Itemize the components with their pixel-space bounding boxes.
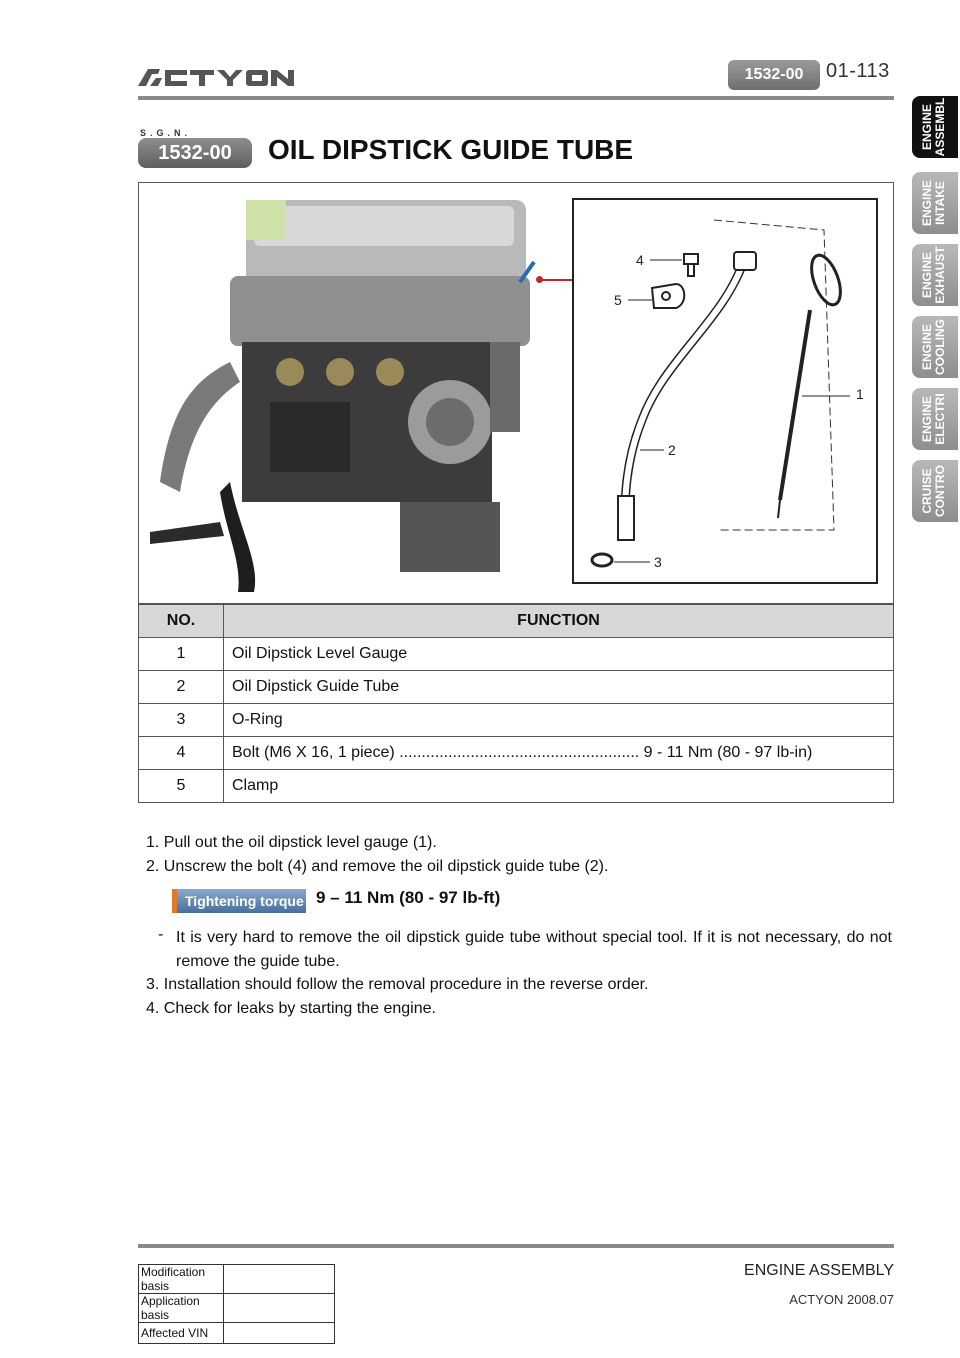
row-function: O-Ring bbox=[224, 704, 894, 737]
part-number-3: 3 bbox=[654, 554, 662, 570]
mod-label: Application basis bbox=[139, 1294, 224, 1323]
row-no: 5 bbox=[139, 770, 224, 803]
sgn-label: S.G.N. bbox=[140, 128, 192, 138]
actyon-logo bbox=[138, 66, 294, 88]
note-bullet: - bbox=[158, 926, 164, 943]
part-number-1: 1 bbox=[856, 386, 864, 402]
side-tab-engine-exhaust[interactable]: ENGINE EXHAUST bbox=[912, 244, 958, 306]
row-no: 3 bbox=[139, 704, 224, 737]
part-number-5: 5 bbox=[614, 292, 622, 308]
table-row bbox=[139, 1265, 335, 1294]
table-row bbox=[139, 737, 894, 770]
mod-value bbox=[224, 1294, 335, 1323]
row-function: Oil Dipstick Level Gauge bbox=[224, 638, 894, 671]
torque-value: 9 – 11 Nm (80 - 97 lb-ft) bbox=[316, 888, 501, 907]
side-tab-engine-intake[interactable]: ENGINE INTAKE bbox=[912, 172, 958, 234]
table-row bbox=[139, 704, 894, 737]
mod-label: Affected VIN bbox=[139, 1323, 224, 1344]
function-table bbox=[138, 604, 894, 803]
footer-section-name: ENGINE ASSEMBLY bbox=[744, 1262, 894, 1279]
side-tab-engine-cooling[interactable]: ENGINE COOLING bbox=[912, 316, 958, 378]
mod-label: Modification basis bbox=[139, 1265, 224, 1294]
part-number-2: 2 bbox=[668, 442, 676, 458]
engine-photo bbox=[150, 192, 552, 594]
row-function: Oil Dipstick Guide Tube bbox=[224, 671, 894, 704]
part-number-4: 4 bbox=[636, 252, 644, 268]
table-row bbox=[139, 671, 894, 704]
row-no: 4 bbox=[139, 737, 224, 770]
step-3: 3. Installation should follow the removal procedure in the reverse order. bbox=[146, 976, 649, 993]
step-2: 2. Unscrew the bolt (4) and remove the oil dipstick guide tube (2). bbox=[146, 858, 609, 875]
table-header-row bbox=[139, 605, 894, 638]
row-function: Bolt (M6 X 16, 1 piece) ...................................................... 9 - 11 Nm (80 - 97 lb-in) bbox=[224, 737, 894, 770]
side-tab-cruise-control[interactable]: CRUISE CONTRO bbox=[912, 460, 958, 522]
exploded-view-drawing bbox=[574, 200, 876, 582]
page-number: 01-113 bbox=[826, 60, 890, 82]
page-title: OIL DIPSTICK GUIDE TUBE bbox=[268, 134, 634, 165]
tightening-torque-badge: Tightening torque bbox=[172, 889, 306, 913]
row-function: Clamp bbox=[224, 770, 894, 803]
step-1: 1. Pull out the oil dipstick level gauge (1). bbox=[146, 834, 437, 851]
table-row bbox=[139, 1294, 335, 1323]
callout-line bbox=[540, 279, 574, 281]
step-4: 4. Check for leaks by starting the engine. bbox=[146, 1000, 436, 1017]
footer-doc-ref: ACTYON 2008.07 bbox=[789, 1292, 894, 1307]
side-tab-engine-electrical[interactable]: ENGINE ELECTRI bbox=[912, 388, 958, 450]
section-code-chip: 1532-00 bbox=[728, 60, 820, 90]
note-text: It is very hard to remove the oil dipstick guide tube without special tool. If it is not necessary, do not remove the guide tube. bbox=[176, 929, 892, 970]
row-no: 1 bbox=[139, 638, 224, 671]
exploded-view-box bbox=[572, 198, 878, 584]
table-row bbox=[139, 770, 894, 803]
modification-table bbox=[138, 1264, 335, 1344]
header-no: NO. bbox=[139, 605, 224, 638]
side-tab-engine-assembly[interactable]: ENGINE ASSEMBL bbox=[912, 96, 958, 158]
table-row bbox=[139, 1323, 335, 1344]
mod-value bbox=[224, 1265, 335, 1294]
callout-dot bbox=[536, 276, 543, 283]
mod-value bbox=[224, 1323, 335, 1344]
header-rule bbox=[138, 96, 894, 100]
row-no: 2 bbox=[139, 671, 224, 704]
header-function: FUNCTION bbox=[224, 605, 894, 638]
footer-rule bbox=[138, 1244, 894, 1248]
table-row bbox=[139, 638, 894, 671]
title-code-chip: 1532-00 bbox=[138, 138, 252, 168]
